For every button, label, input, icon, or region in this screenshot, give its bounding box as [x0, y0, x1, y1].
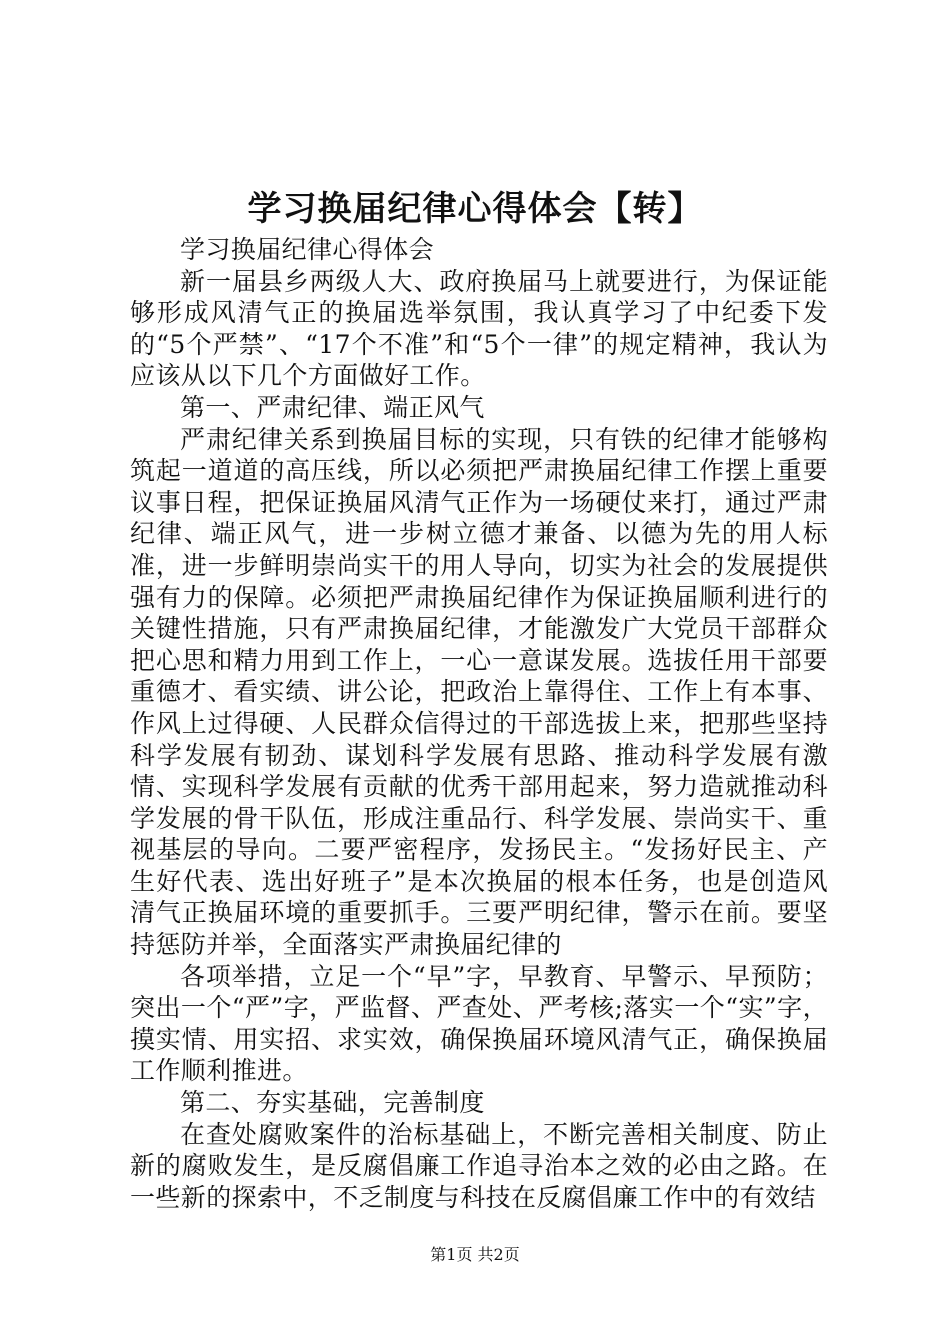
section-2-paragraph: 在查处腐败案件的治标基础上，不断完善相关制度、防止新的腐败发生，是反腐倡廉工作追寻治本之效的必由之路。在一些新的探索中，不乏制度与科技在反腐倡廉工作中的有效结 — [130, 1119, 828, 1212]
document-title: 学习换届纪律心得体会【转】 — [247, 189, 703, 229]
section-1-paragraph: 严肃纪律关系到换届目标的实现，只有铁的纪律才能够构筑起一道道的高压线，所以必须把严肃换届纪律工作摆上重要议事日程，把保证换届风清气正作为一场硬仗来打，通过严肃纪律、端正风气，进一步树立德才兼备、以德为先的用人标准，进一步鲜明崇尚实干的用人导向，切实为社会的发展提供强有力的保障。必须把严肃换届纪律作为保证换届顺利进行的关键性措施，只有严肃换届纪律，才能激发广大党员干部群众把心思和精力用到工作上，一心一意谋发展。选拔任用干部要重德才、看实绩、讲公论，把政治上靠得住、工作上有本事、作风上过得硬、人民群众信得过的干部选拔上来，把那些坚持科学发展有韧劲、谋划科学发展有思路、推动科学发展有激情、实现科学发展有贡献的优秀干部用起来，努力造就推动科学发展的骨干队伍，形成注重品行、科学发展、崇尚实干、重视基层的导向。二要严密程序，发扬民主。“发扬好民主、产生好代表、选出好班子”是本次换届的根本任务，也是创造风清气正换届环境的重要抓手。三要严明纪律，警示在前。要坚持惩防并举，全面落实严肃换届纪律的 — [130, 424, 828, 960]
section-heading-1: 第一、严肃纪律、端正风气 — [180, 392, 485, 422]
intro-paragraph: 新一届县乡两级人大、政府换届马上就要进行，为保证能够形成风清气正的换届选举氛围，我认真学习了中纪委下发的“5个严禁”、“17个不准”和“5个一律”的规定精神，我认为应该从以下几个方面做好工作。 — [130, 266, 828, 391]
subtitle-paragraph: 学习换届纪律心得体会 — [180, 235, 435, 264]
section-1-continued-paragraph: 各项举措，立足一个“早”字，早教育、早警示、早预防；突出一个“严”字，严监督、严查处、严考核;落实一个“实”字，摸实情、用实招、求实效，确保换届环境风清气正，确保换届工作顺利推进。 — [130, 961, 828, 1086]
section-heading-2: 第二、夯实基础，完善制度 — [180, 1088, 485, 1118]
document-body — [130, 234, 828, 1213]
page-footer: 第1页 共2页 — [430, 1245, 520, 1264]
